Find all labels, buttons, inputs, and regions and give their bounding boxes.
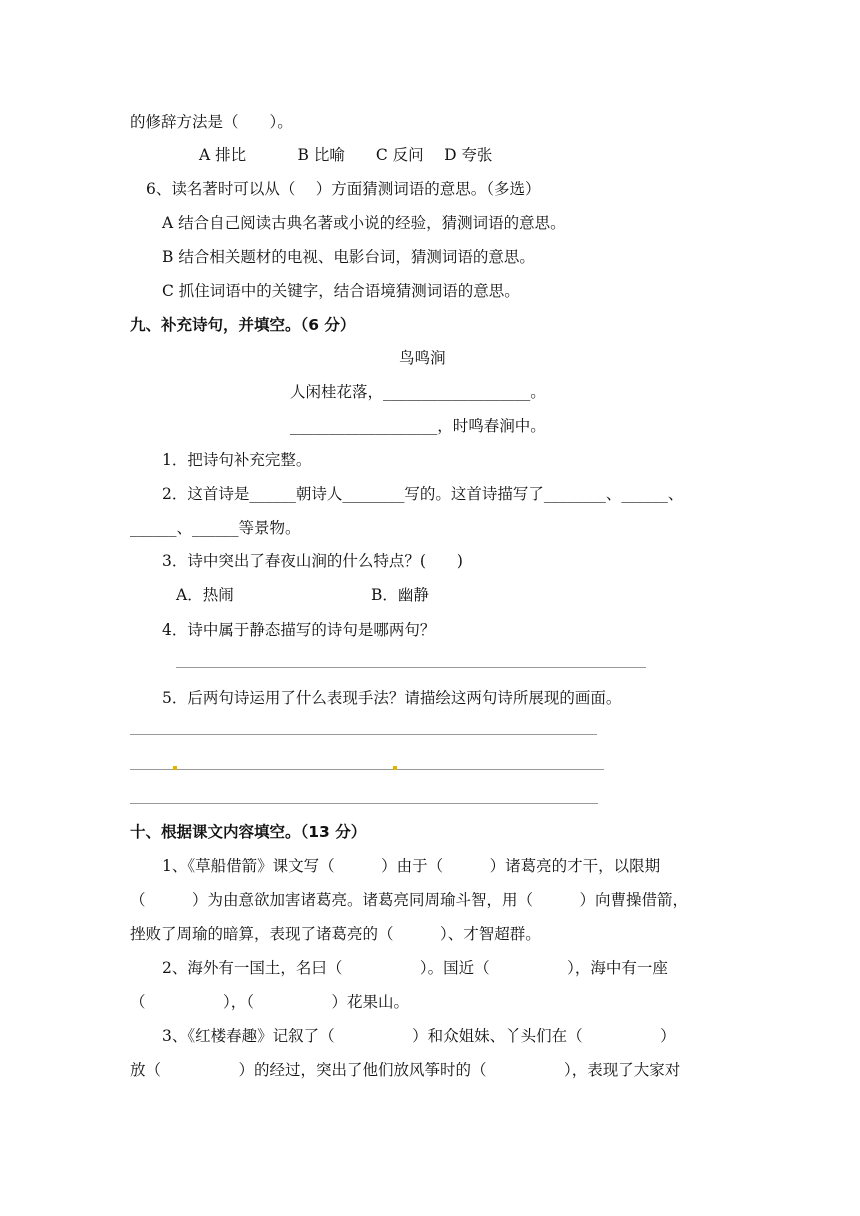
sub-question-3: 3．诗中突出了春夜山涧的什么特点？( ) <box>162 552 463 570</box>
fill-2-line-1: 2、海外有一国土，名曰（ ）。国近（ ），海中有一座 <box>162 959 668 977</box>
section-9-heading: 九、补充诗句，并填空。（6 分） <box>130 316 356 334</box>
yellow-marker <box>173 766 177 770</box>
fill-1-line-1: 1、《草船借箭》课文写（ ）由于（ ）诸葛亮的才干，以限期 <box>162 857 661 875</box>
fill-2-line-2: （ ），（ ）花果山。 <box>130 993 410 1011</box>
poem-line-2: ___________________，时鸣春涧中。 <box>290 417 546 435</box>
question-6-option-a: A 结合自己阅读古典名著或小说的经验，猜测词语的意思。 <box>162 214 566 232</box>
answer-line-5b <box>130 769 604 770</box>
poem-line-1: 人闲桂花落，___________________。 <box>290 383 546 401</box>
rhetoric-options: A 排比 B 比喻 C 反问 D 夸张 <box>199 146 493 164</box>
sub-question-3-option-a: A．热闹 <box>176 586 234 604</box>
yellow-marker <box>393 766 397 770</box>
question-6: 6、读名著时可以从（ ）方面猜测词语的意思。（多选） <box>146 180 541 198</box>
sub-question-5: 5．后两句诗运用了什么表现手法？请描绘这两句诗所展现的画面。 <box>162 689 622 707</box>
section-10-heading: 十、根据课文内容填空。（13 分） <box>130 823 367 841</box>
fill-1-line-2: （ ）为由意欲加害诸葛亮。诸葛亮同周瑜斗智，用（ ）向曹操借箭， <box>130 891 689 909</box>
answer-line-5c <box>130 803 598 804</box>
sub-question-3-option-b: B．幽静 <box>371 586 429 604</box>
question-6-option-c: C 抓住词语中的关键字，结合语境猜测词语的意思。 <box>162 282 520 300</box>
sub-question-2-line-2: ______、______等景物。 <box>130 519 301 537</box>
answer-line-5a <box>130 734 597 735</box>
poem-title: 鸟鸣涧 <box>399 349 446 367</box>
fill-3-line-1: 3、《红楼春趣》记叙了（ ）和众姐妹、丫头们在（ ） <box>162 1027 676 1045</box>
q-rhetoric-line: 的修辞方法是（ ）。 <box>130 113 293 131</box>
sub-question-1: 1．把诗句补充完整。 <box>162 451 312 469</box>
sub-question-4: 4．诗中属于静态描写的诗句是哪两句？ <box>162 621 436 639</box>
question-6-option-b: B 结合相关题材的电视、电影台词，猜测词语的意思。 <box>162 248 535 266</box>
sub-question-2-line-1: 2．这首诗是______朝诗人________写的。这首诗描写了________、______、 <box>162 485 684 503</box>
answer-line-4 <box>176 667 646 668</box>
fill-1-line-3: 挫败了周瑜的暗算，表现了诸葛亮的（ ）、才智超群。 <box>130 925 541 943</box>
fill-3-line-2: 放（ ）的经过，突出了他们放风筝时的（ ），表现了大家对 <box>130 1061 681 1079</box>
